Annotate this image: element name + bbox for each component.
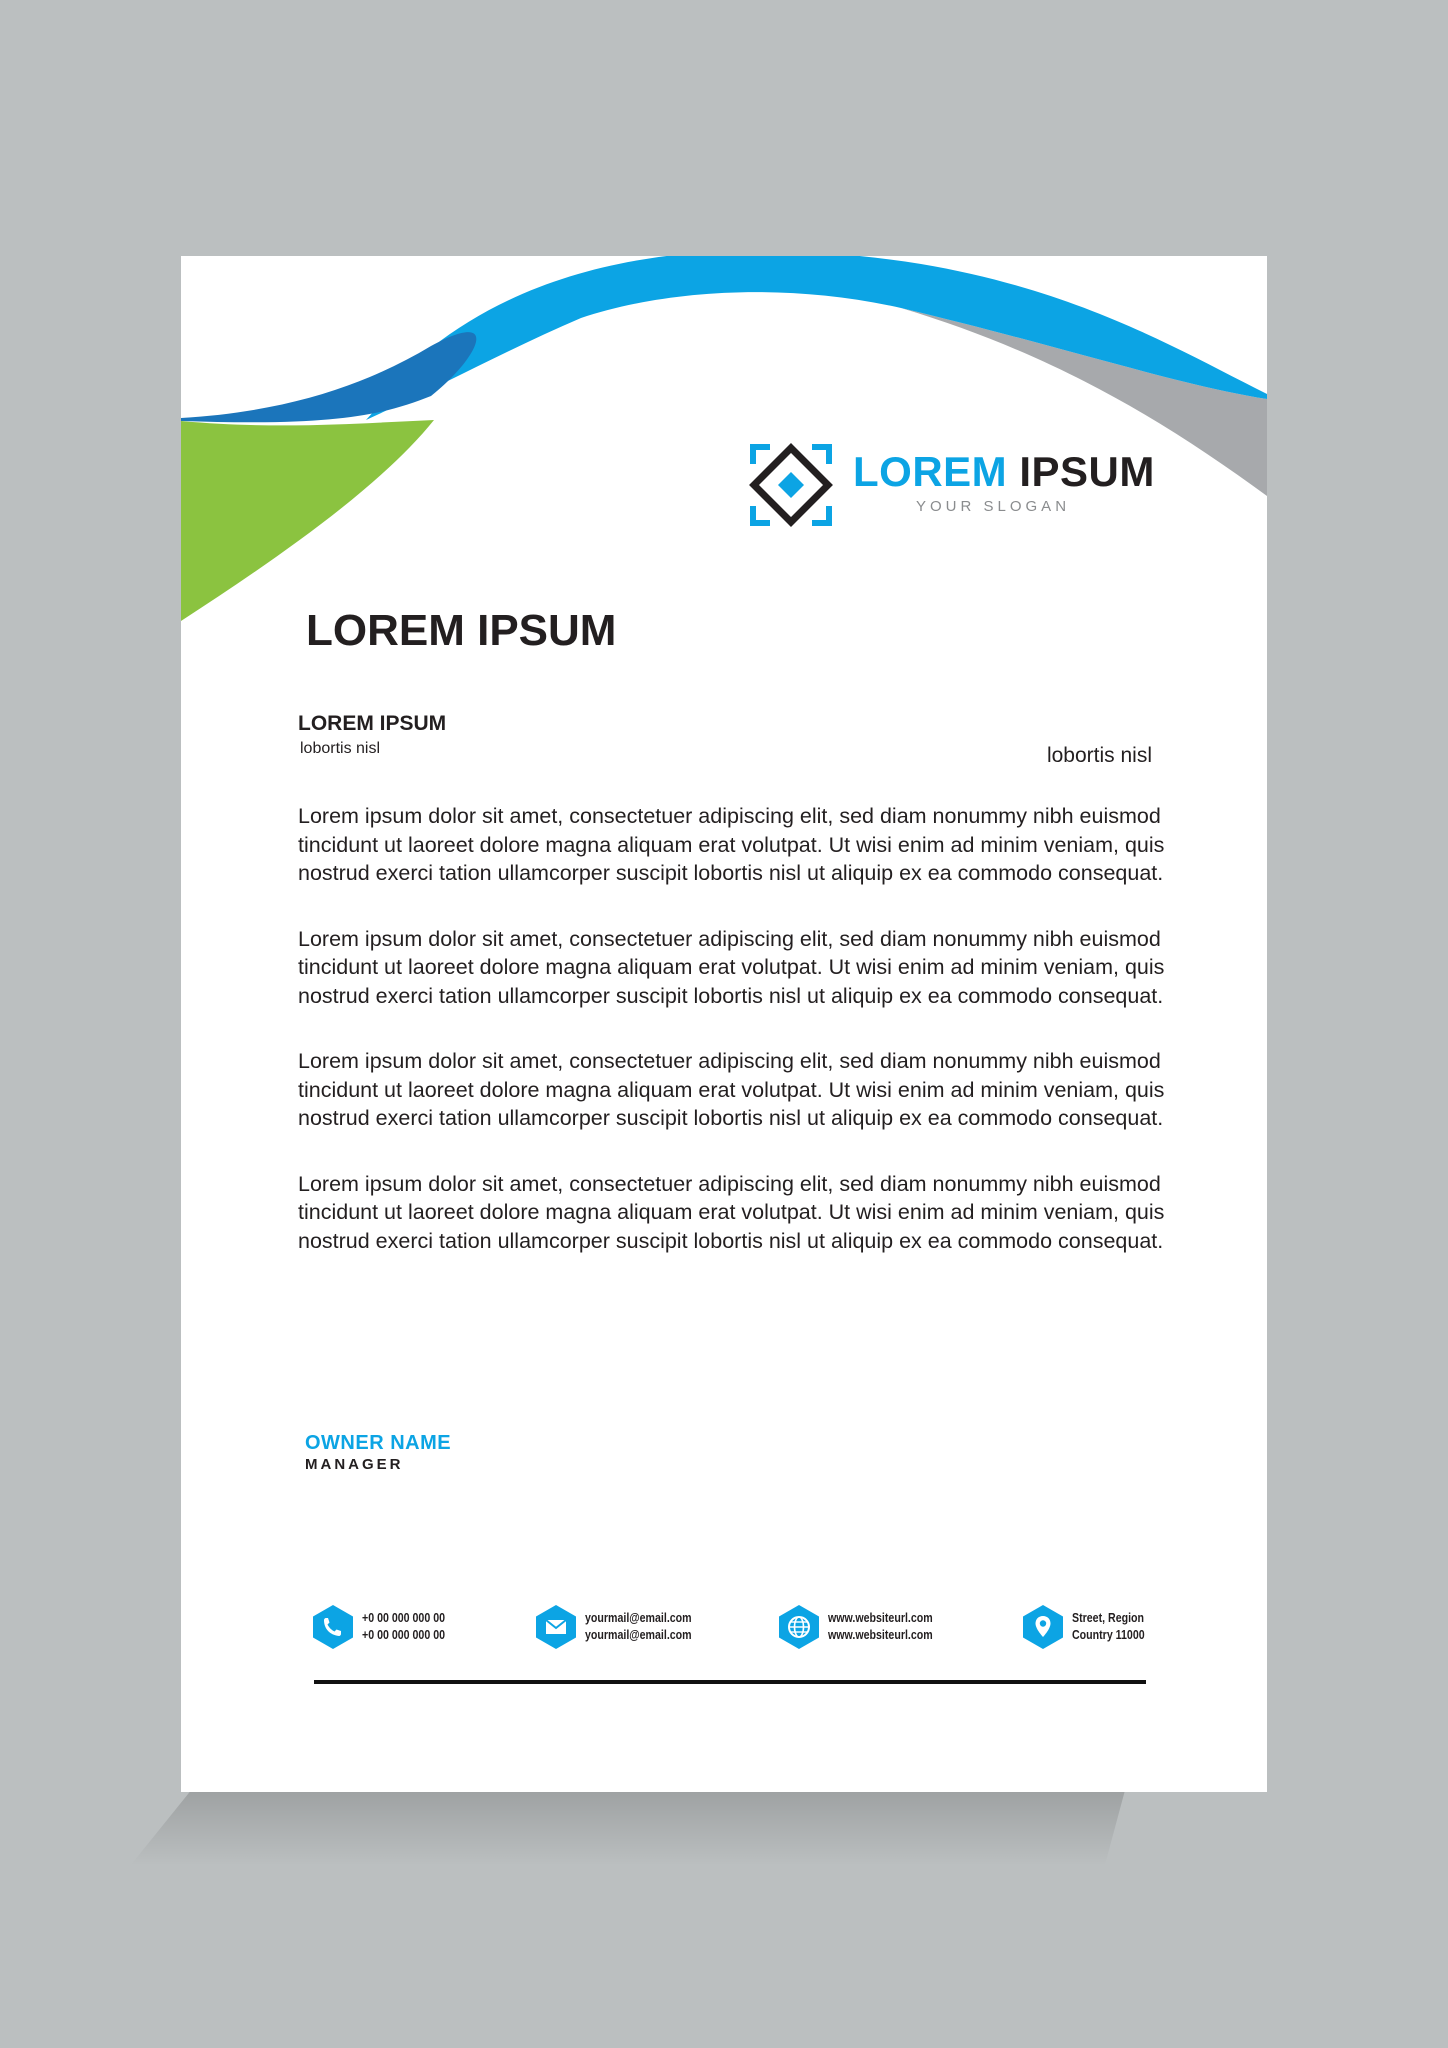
brand-slogan: YOUR SLOGAN bbox=[916, 498, 1071, 515]
contact-line: www.websiteurl.com bbox=[828, 1611, 933, 1625]
mail-icon bbox=[535, 1604, 577, 1650]
body-paragraph: Lorem ipsum dolor sit amet, consectetuer adipiscing elit, sed diam nonummy nibh euismod tincidunt ut laoreet dolore magna aliquam erat volutpat. Ut wisi enim ad minim veniam, quis nostrud exerci tation ullamcorper suscipit lobortis nisl ut aliquip ex ea commodo consequat. bbox=[298, 926, 1165, 1008]
contact-line: +0 00 000 000 00 bbox=[362, 1611, 446, 1625]
brand-word-2: IPSUM bbox=[1019, 448, 1155, 495]
owner-name: OWNER NAME bbox=[305, 1432, 452, 1454]
globe-icon bbox=[778, 1604, 820, 1650]
body-paragraph: Lorem ipsum dolor sit amet, consectetuer adipiscing elit, sed diam nonummy nibh euismod tincidunt ut laoreet dolore magna aliquam erat volutpat. Ut wisi enim ad minim veniam, quis nostrud exerci tation ullamcorper suscipit lobortis nisl ut aliquip ex ea commodo consequat. bbox=[298, 804, 1165, 885]
dark-blue-wave bbox=[181, 332, 476, 422]
document-title: LOREM IPSUM bbox=[306, 606, 617, 655]
contact-line: yourmail@email.com bbox=[585, 1611, 692, 1625]
location-pin-icon bbox=[1022, 1604, 1064, 1650]
brand-name bbox=[853, 448, 1155, 496]
letterhead-page bbox=[181, 256, 1267, 1792]
contact-line: +0 00 000 000 00 bbox=[362, 1628, 446, 1642]
contact-line: Country 11000 bbox=[1072, 1628, 1145, 1642]
green-wave bbox=[181, 420, 434, 621]
letter-body bbox=[298, 802, 1178, 1292]
brand-word-1: LOREM bbox=[853, 448, 1008, 495]
recipient-name: LOREM IPSUM bbox=[298, 712, 447, 735]
phone-icon bbox=[312, 1604, 354, 1650]
owner-role: MANAGER bbox=[305, 1456, 404, 1473]
body-paragraph: Lorem ipsum dolor sit amet, consectetuer adipiscing elit, sed diam nonummy nibh euismod tincidunt ut laoreet dolore magna aliquam erat volutpat. Ut wisi enim ad minim veniam, quis nostrud exerci tation ullamcorper suscipit lobortis nisl ut aliquip ex ea commodo consequat. bbox=[298, 1171, 1165, 1253]
diamond-logo-icon bbox=[748, 442, 834, 528]
brand-logo bbox=[748, 442, 1155, 532]
contact-line: www.websiteurl.com bbox=[828, 1628, 933, 1642]
contact-line: yourmail@email.com bbox=[585, 1628, 692, 1642]
page-shadow bbox=[130, 1788, 1178, 1866]
letter-date: lobortis nisl bbox=[1046, 744, 1152, 767]
contact-line: Street, Region bbox=[1072, 1611, 1145, 1625]
body-paragraph: Lorem ipsum dolor sit amet, consectetuer adipiscing elit, sed diam nonummy nibh euismod tincidunt ut laoreet dolore magna aliquam erat volutpat. Ut wisi enim ad minim veniam, quis nostrud exerci tation ullamcorper suscipit lobortis nisl ut aliquip ex ea commodo consequat. bbox=[298, 1049, 1165, 1130]
recipient-subtitle: lobortis nisl bbox=[300, 740, 381, 757]
footer-divider bbox=[314, 1680, 1146, 1684]
